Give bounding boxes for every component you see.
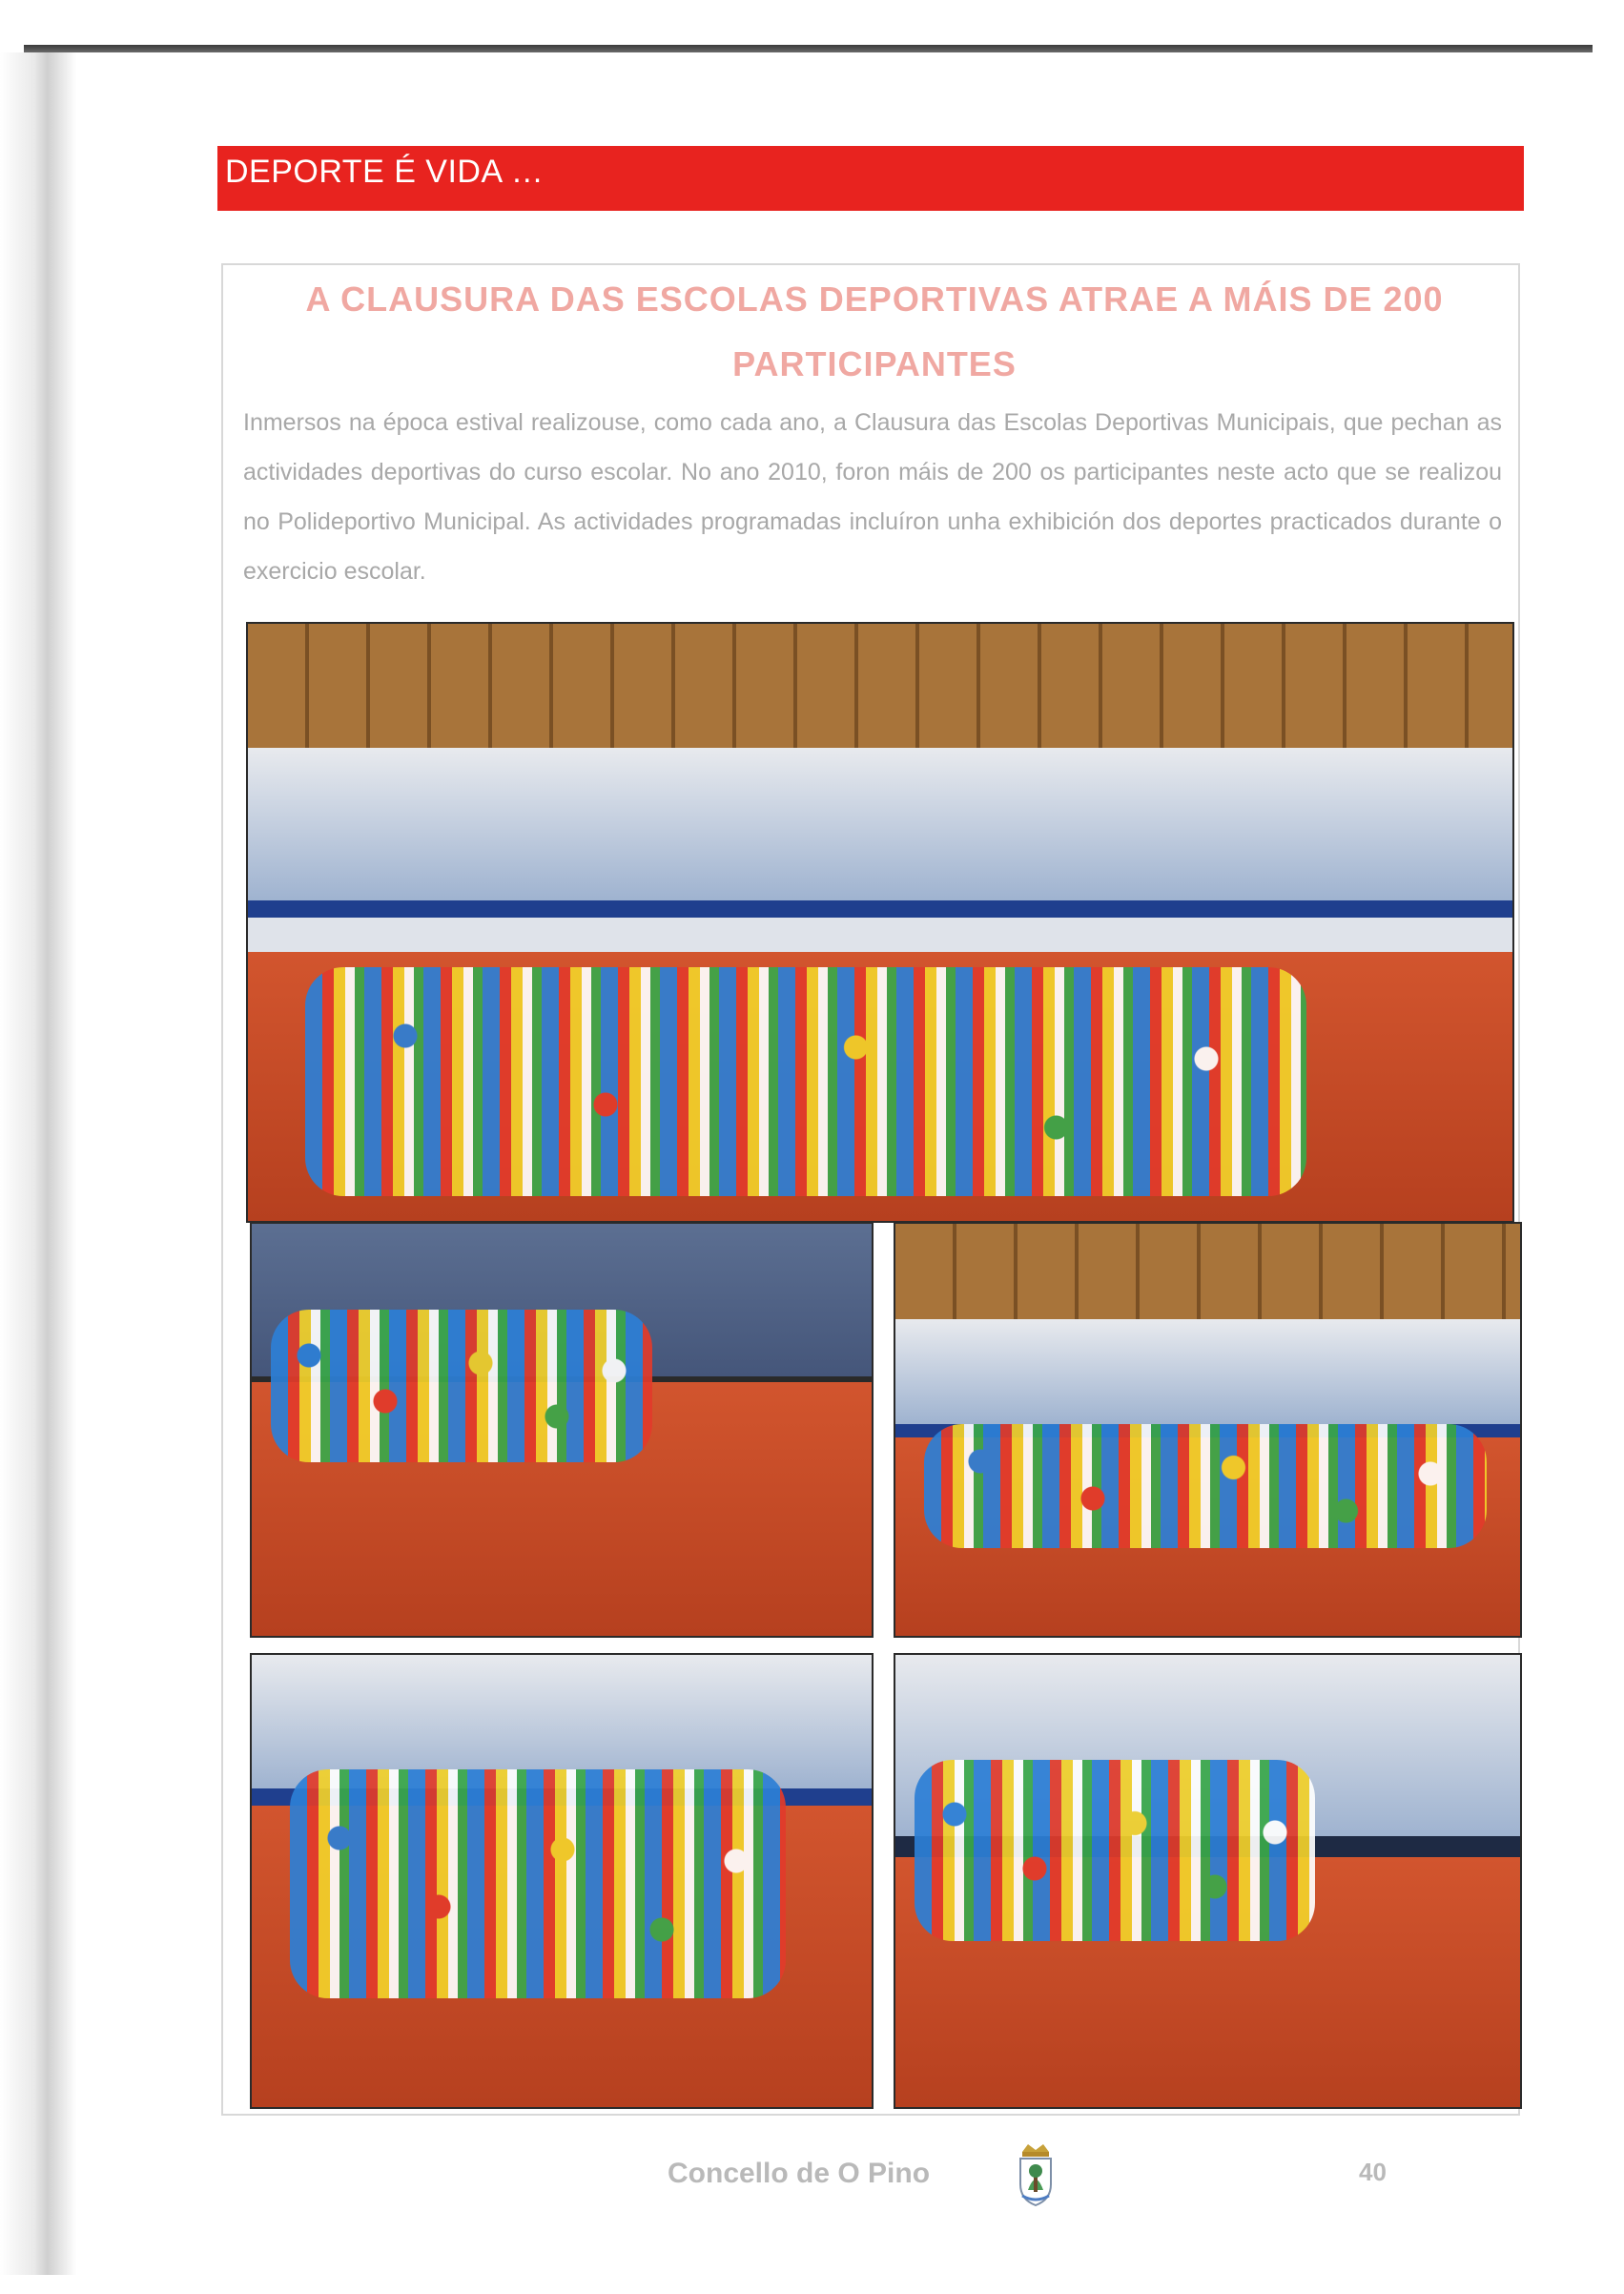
coat-of-arms-icon [1015,2140,1057,2209]
article-lead: Inmersos na época estival realizouse, como cada ano, a Clausura das Escolas Deportivas Municipais, que pechan as actividades deportivas do curso escolar. No ano 2010, foron máis de 200 os participantes neste acto que se realizou no Polideportivo Municipal. As actividades programadas incluíron unha exhibición dos deportes practicados durante o exercicio escolar. [243,409,1502,585]
hurdles-photo [250,1222,874,1638]
circle-dance-photo [894,1222,1522,1638]
top-rule [24,45,1593,52]
group-photo [246,622,1514,1223]
article-headline: A CLAUSURA DAS ESCOLAS DEPORTIVAS ATRAE A MÁIS DE 200 PARTICIPANTES [305,279,1444,383]
book-spine-shadow [0,52,76,2275]
section-header-bar [217,146,1524,211]
section-title: DEPORTE É VIDA … [225,154,545,190]
gymnastics-photo [250,1653,874,2109]
page-number: 40 [1359,2158,1387,2186]
footer-publisher: Concello de O Pino [668,2158,931,2189]
football-photo [894,1653,1522,2109]
